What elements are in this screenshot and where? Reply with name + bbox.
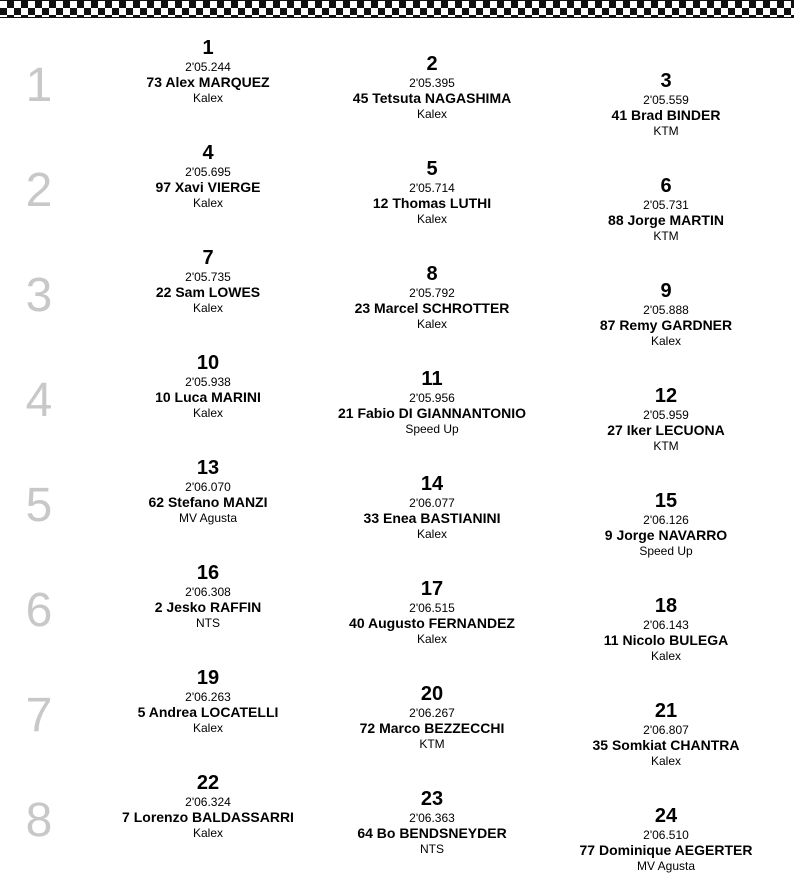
team-name: Speed Up — [405, 422, 459, 436]
rider-name: 41 Brad BINDER — [611, 107, 721, 123]
team-name: Kalex — [192, 301, 224, 315]
grid-slot — [312, 369, 552, 436]
team-name: MV Agusta — [636, 859, 696, 873]
rider-name: 88 Jorge MARTIN — [608, 212, 724, 228]
grid-position: 5 — [426, 158, 438, 180]
team-name: Kalex — [650, 334, 682, 348]
rider-name: 77 Dominique AEGERTER — [579, 842, 753, 858]
lap-time: 2'05.792 — [409, 286, 455, 300]
lap-time: 2'06.807 — [643, 723, 689, 737]
grid-slot — [88, 143, 328, 210]
grid-position: 24 — [654, 805, 678, 827]
lap-time: 2'06.515 — [409, 601, 455, 615]
grid-slot — [546, 281, 786, 348]
grid-position: 22 — [196, 772, 220, 794]
lap-time: 2'06.324 — [185, 795, 231, 809]
team-name: Kalex — [192, 406, 224, 420]
rider-name: 62 Stefano MANZI — [148, 494, 268, 510]
grid-position: 17 — [420, 578, 444, 600]
grid-slot — [312, 54, 552, 121]
lap-time: 2'05.395 — [409, 76, 455, 90]
team-name: Speed Up — [639, 544, 693, 558]
grid-slot — [88, 668, 328, 735]
rider-name: 73 Alex MARQUEZ — [146, 74, 270, 90]
grid-slot — [312, 684, 552, 751]
rider-name: 10 Luca MARINI — [155, 389, 261, 405]
grid-position: 9 — [660, 280, 672, 302]
lap-time: 2'06.143 — [643, 618, 689, 632]
rider-name: 5 Andrea LOCATELLI — [137, 704, 279, 720]
lap-time: 2'05.956 — [409, 391, 455, 405]
team-name: Kalex — [650, 754, 682, 768]
lap-time: 2'05.714 — [409, 181, 455, 195]
team-name: KTM — [419, 737, 445, 751]
grid-position: 12 — [654, 385, 678, 407]
rider-name: 97 Xavi VIERGE — [155, 179, 261, 195]
grid-slot — [546, 701, 786, 768]
rider-name: 2 Jesko RAFFIN — [154, 599, 262, 615]
grid-position: 8 — [426, 263, 438, 285]
lap-time: 2'06.308 — [185, 585, 231, 599]
grid-slot — [312, 789, 552, 856]
grid-slot — [546, 176, 786, 243]
lap-time: 2'06.510 — [643, 828, 689, 842]
grid-slot — [312, 264, 552, 331]
lap-time: 2'05.938 — [185, 375, 231, 389]
rider-name: 11 Nicolo BULEGA — [603, 632, 729, 648]
rider-name: 12 Thomas LUTHI — [372, 195, 492, 211]
rider-name: 64 Bo BENDSNEYDER — [357, 825, 507, 841]
grid-slot — [312, 159, 552, 226]
grid-position: 11 — [421, 368, 443, 390]
team-name: KTM — [653, 124, 679, 138]
grid-position: 15 — [654, 490, 678, 512]
rider-name: 35 Somkiat CHANTRA — [592, 737, 740, 753]
team-name: KTM — [653, 229, 679, 243]
team-name: Kalex — [416, 317, 448, 331]
grid-row-number: 5 — [25, 479, 53, 532]
rider-name: 9 Jorge NAVARRO — [604, 527, 728, 543]
rider-name: 27 Iker LECUONA — [607, 422, 725, 438]
grid-row-number: 1 — [25, 59, 53, 112]
team-name: Kalex — [192, 91, 224, 105]
team-name: Kalex — [192, 826, 224, 840]
rider-name: 23 Marcel SCHROTTER — [354, 300, 510, 316]
lap-time: 2'05.559 — [643, 93, 689, 107]
lap-time: 2'06.363 — [409, 811, 455, 825]
lap-time: 2'06.077 — [409, 496, 455, 510]
team-name: Kalex — [192, 721, 224, 735]
grid-slot — [88, 563, 328, 630]
grid-slot — [88, 458, 328, 525]
grid-position: 14 — [420, 473, 444, 495]
grid-position: 18 — [654, 595, 678, 617]
rider-name: 87 Remy GARDNER — [599, 317, 733, 333]
team-name: NTS — [420, 842, 444, 856]
grid-position: 13 — [196, 457, 220, 479]
team-name: Kalex — [416, 107, 448, 121]
team-name: Kalex — [416, 527, 448, 541]
grid-slot — [88, 353, 328, 420]
lap-time: 2'06.126 — [643, 513, 689, 527]
grid-slot — [312, 474, 552, 541]
grid-slot — [312, 579, 552, 646]
grid-slot — [546, 596, 786, 663]
lap-time: 2'05.735 — [185, 270, 231, 284]
grid-slot — [546, 806, 786, 873]
lap-time: 2'06.267 — [409, 706, 455, 720]
team-name: MV Agusta — [178, 511, 238, 525]
team-name: Kalex — [192, 196, 224, 210]
grid-position: 19 — [196, 667, 220, 689]
grid-row-number: 7 — [25, 689, 53, 742]
grid-position: 1 — [202, 37, 214, 59]
grid-slot — [546, 491, 786, 558]
lap-time: 2'05.244 — [185, 60, 231, 74]
rider-name: 7 Lorenzo BALDASSARRI — [122, 809, 294, 825]
lap-time: 2'05.959 — [643, 408, 689, 422]
lap-time: 2'05.695 — [185, 165, 231, 179]
checkered-flag-banner — [0, 0, 794, 18]
grid-position: 3 — [660, 70, 672, 92]
grid-position: 4 — [202, 142, 214, 164]
rider-name: 72 Marco BEZZECCHI — [359, 720, 505, 736]
team-name: Kalex — [416, 212, 448, 226]
grid-slot — [88, 38, 328, 105]
rider-name: 21 Fabio DI GIANNANTONIO — [338, 405, 526, 421]
rider-name: 33 Enea BASTIANINI — [363, 510, 501, 526]
team-name: Kalex — [650, 649, 682, 663]
grid-row-number: 6 — [25, 584, 53, 637]
grid-row-number: 3 — [25, 269, 53, 322]
team-name: KTM — [653, 439, 679, 453]
grid-slot — [88, 248, 328, 315]
team-name: Kalex — [416, 632, 448, 646]
lap-time: 2'06.070 — [185, 480, 231, 494]
lap-time: 2'05.888 — [643, 303, 689, 317]
team-name: NTS — [196, 616, 220, 630]
grid-slot — [88, 773, 328, 840]
grid-row-number: 2 — [25, 164, 53, 217]
lap-time: 2'06.263 — [185, 690, 231, 704]
grid-position: 2 — [426, 53, 438, 75]
rider-name: 45 Tetsuta NAGASHIMA — [352, 90, 512, 106]
grid-row-number: 4 — [25, 374, 53, 427]
grid-position: 23 — [420, 788, 444, 810]
rider-name: 40 Augusto FERNANDEZ — [349, 615, 515, 631]
grid-position: 7 — [202, 247, 214, 269]
grid-position: 16 — [196, 562, 220, 584]
grid-row-number: 8 — [25, 794, 53, 847]
grid-position: 6 — [660, 175, 672, 197]
grid-slot — [546, 71, 786, 138]
grid-slot — [546, 386, 786, 453]
rider-name: 22 Sam LOWES — [155, 284, 261, 300]
lap-time: 2'05.731 — [643, 198, 689, 212]
grid-position: 20 — [420, 683, 444, 705]
grid-position: 10 — [196, 352, 220, 374]
grid-position: 21 — [654, 700, 678, 722]
